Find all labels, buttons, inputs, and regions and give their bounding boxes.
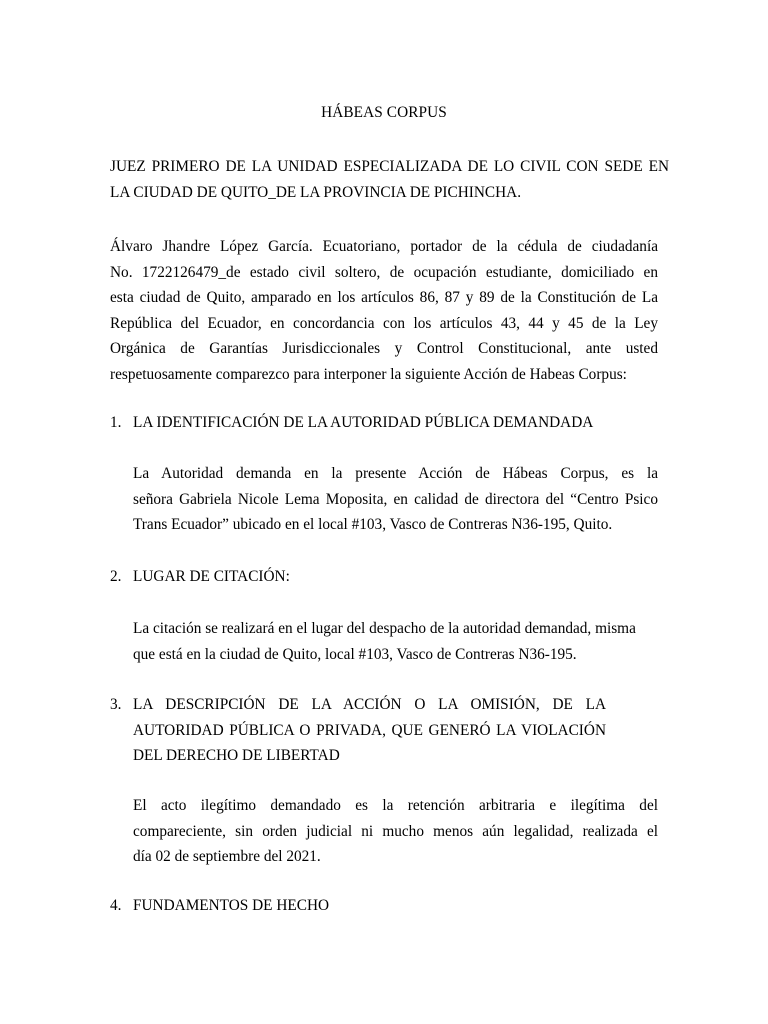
intro-line: Álvaro Jhandre López García. Ecuatoriano, portador de la cédula de ciudadanía [110, 238, 658, 255]
section-body-line: La citación se realizará en el lugar del despacho de la autoridad demandad, misma [133, 620, 636, 637]
section-heading [133, 695, 606, 772]
section-body-line: La Autoridad demanda en la presente Acción de Hábeas Corpus, es la [133, 465, 658, 482]
section-body-line: El acto ilegítimo demandado es la retención arbitraria e ilegítima del [133, 797, 658, 814]
intro-line: respetuosamente comparezco para interponer la siguiente Acción de Habeas Corpus: [110, 365, 627, 383]
addressee-line: JUEZ PRIMERO DE LA UNIDAD ESPECIALIZADA DE LO CIVIL CON SEDE EN [110, 158, 669, 175]
addressee-block [110, 157, 669, 208]
section-heading: LA IDENTIFICACIÓN DE LA AUTORIDAD PÚBLICA DEMANDADA [133, 414, 594, 431]
intro-paragraph [110, 237, 658, 390]
section-heading: FUNDAMENTOS DE HECHO [133, 897, 330, 914]
intro-line: No. 1722126479_de estado civil soltero, de ocupación estudiante, domiciliado en [110, 263, 658, 281]
section-body [133, 796, 658, 873]
section-body-line: día 02 de septiembre del 2021. [133, 848, 321, 865]
intro-line: Orgánica de Garantías Jurisdiccionales y Control Constitucional, ante usted [110, 340, 658, 357]
section-body [133, 464, 658, 541]
section-heading: LUGAR DE CITACIÓN: [133, 568, 290, 585]
intro-line: República del Ecuador, en concordancia con los artículos 43, 44 y 45 de la Ley [110, 314, 658, 332]
section-body-line: que está en la ciudad de Quito, local #103, Vasco de Contreras N36-195. [133, 645, 577, 663]
section-number: 3. [110, 696, 122, 713]
addressee-line: LA CIUDAD DE QUITO_DE LA PROVINCIA DE PICHINCHA. [110, 183, 522, 201]
section-body-line: compareciente, sin orden judicial ni mucho menos aún legalidad, realizada el [133, 822, 658, 840]
section-number: 4. [110, 897, 122, 914]
section-number: 1. [110, 414, 122, 431]
section-number: 2. [110, 568, 122, 585]
section-heading-line: LA DESCRIPCIÓN DE LA ACCIÓN O LA OMISIÓN, DE LA [133, 696, 606, 713]
section-body-line: señora Gabriela Nicole Lema Moposita, en calidad de directora del “Centro Psico [133, 490, 658, 508]
section-body-line: Trans Ecuador” ubicado en el local #103, Vasco de Contreras N36-195, Quito. [133, 516, 613, 533]
intro-line: esta ciudad de Quito, amparado en los artículos 86, 87 y 89 de la Constitución de La [110, 289, 658, 306]
section-heading-line: AUTORIDAD PÚBLICA O PRIVADA, QUE GENERÓ LA VIOLACIÓN [133, 721, 606, 739]
section-heading-line: DEL DERECHO DE LIBERTAD [133, 747, 340, 764]
document-title: HÁBEAS CORPUS [321, 104, 447, 121]
section-body [133, 619, 658, 670]
